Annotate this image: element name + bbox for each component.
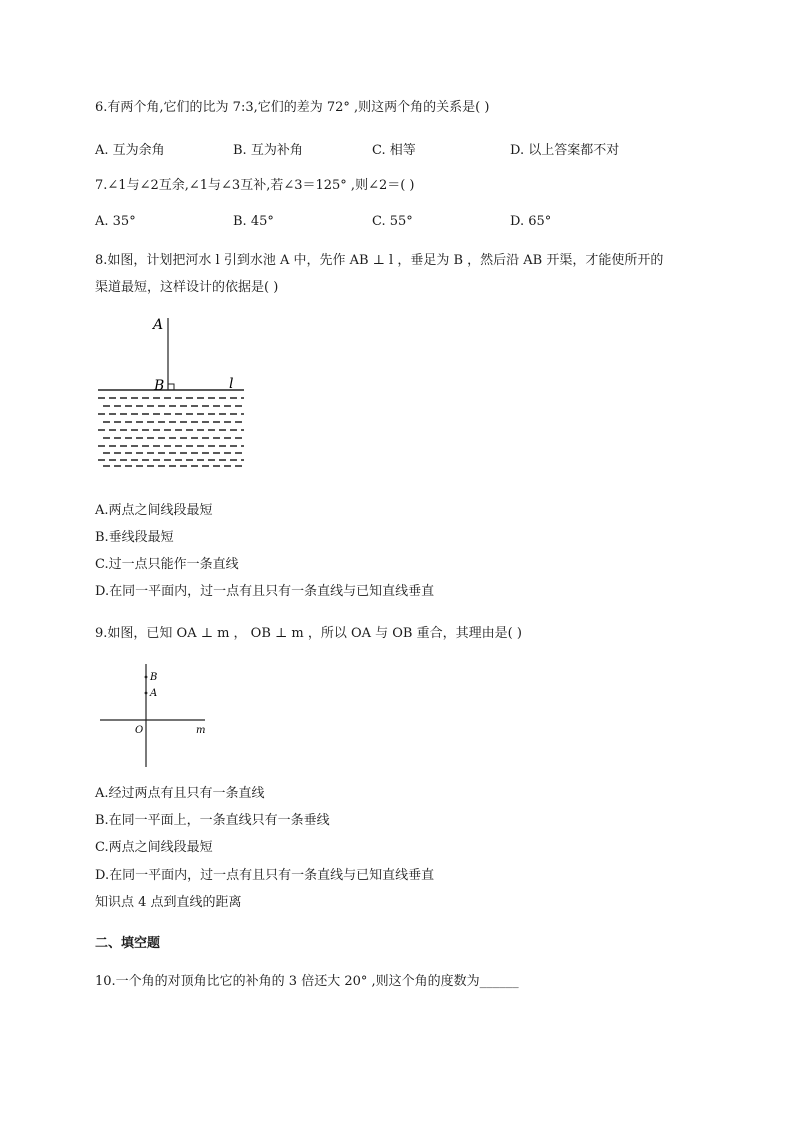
- q9-option-a: A.经过两点有且只有一条直线: [95, 786, 265, 801]
- question-7-stem: 7.∠1与∠2互余,∠1与∠3互补,若∠3＝125° ,则∠2＝( ): [95, 178, 415, 193]
- section-title-fill-in: 二、填空题: [95, 936, 161, 951]
- question-9-stem: 9.如图，已知 OA ⊥ m ， OB ⊥ m ，所以 OA 与 OB 重合，其理由是( ): [95, 626, 522, 641]
- river-canal-figure: [95, 312, 250, 472]
- question-8-stem-line2: 渠道最短，这样设计的依据是( ): [95, 280, 279, 295]
- label-a: A: [153, 317, 164, 333]
- q6-option-d: D. 以上答案都不对: [510, 143, 620, 158]
- q6-option-c: C. 相等: [372, 143, 416, 158]
- question-8-stem-line1: 8.如图，计划把河水 l 引到水池 A 中，先作 AB ⊥ l ，垂足为 B ，然后沿 AB 开渠，才能使所开的: [95, 253, 664, 268]
- label-b: B: [150, 672, 158, 683]
- q8-option-b: B.垂线段最短: [95, 530, 174, 545]
- q6-option-a: A. 互为余角: [95, 143, 165, 158]
- label-m: m: [196, 725, 206, 736]
- q8-option-d: D.在同一平面内，过一点有且只有一条直线与已知直线垂直: [95, 584, 435, 599]
- q6-option-b: B. 互为补角: [233, 143, 303, 158]
- q9-option-d: D.在同一平面内，过一点有且只有一条直线与已知直线垂直: [95, 868, 435, 883]
- q8-option-c: C.过一点只能作一条直线: [95, 557, 239, 572]
- q8-option-a: A.两点之间线段最短: [95, 503, 213, 518]
- q7-option-c: C. 55°: [372, 214, 413, 229]
- label-b: B: [154, 378, 165, 394]
- perpendicular-figure: [98, 662, 213, 770]
- q7-option-b: B. 45°: [233, 214, 274, 229]
- knowledge-point-heading: 知识点 4 点到直线的距离: [95, 895, 242, 910]
- question-10-stem: 10.一个角的对顶角比它的补角的 3 倍还大 20° ,则这个角的度数为______: [95, 974, 519, 989]
- q7-option-d: D. 65°: [510, 214, 552, 229]
- q7-option-a: A. 35°: [95, 214, 136, 229]
- question-6-stem: 6.有两个角,它们的比为 7:3,它们的差为 72° ,则这两个角的关系是( ): [95, 100, 490, 115]
- label-l: l: [229, 376, 234, 392]
- label-o: O: [135, 725, 144, 736]
- label-a: A: [150, 688, 158, 699]
- q9-option-b: B.在同一平面上，一条直线只有一条垂线: [95, 813, 330, 828]
- q9-option-c: C.两点之间线段最短: [95, 840, 213, 855]
